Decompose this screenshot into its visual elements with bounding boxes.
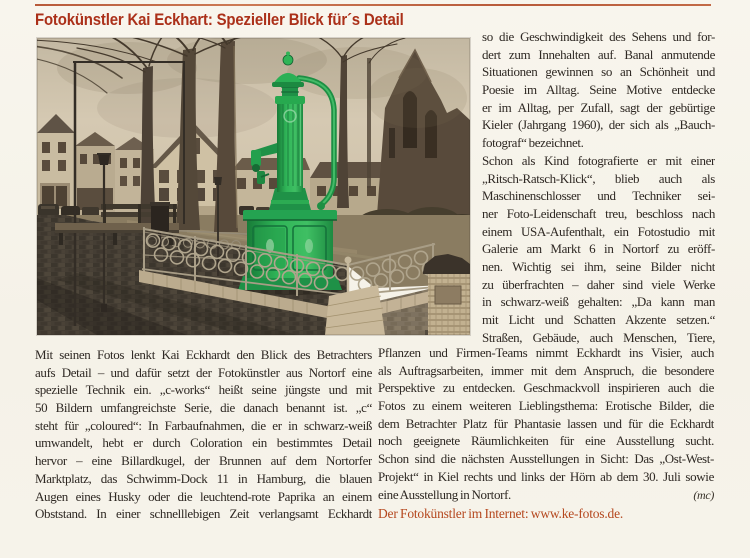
article-closing-line <box>378 486 714 504</box>
text-line: Schon als Kind fotografierte er mit einer <box>482 152 715 168</box>
article-headline: Fotokünstler Kai Eckhart: Spezieller Blick für´s Detail <box>35 10 404 29</box>
text-line: zu überfrachten – daher sind viele Werke <box>482 276 715 292</box>
text-line: steht für „coloured“: In Farbaufnahmen, die er in schwarz-weiß <box>35 417 372 433</box>
text-line: dert zum Innehalten auf. Banal anmutende <box>482 46 715 62</box>
top-rule <box>35 4 711 6</box>
brick-monument <box>423 254 470 335</box>
fence-corner-ball-post <box>345 257 352 264</box>
text-line: aufs Detail – und dafür setzt der Fotokünstler aus Nortorf eine <box>35 364 372 380</box>
text-line: hervor – eine Billardkugel, der Brunnen auf dem Nortorfer <box>35 453 372 469</box>
text-line: mit Licht und Schatten Akzente setzen.“ <box>482 312 715 327</box>
text-line: Projekt“ in Kiel rechts und links der Hörn ab dem 30. Juli sowie <box>378 468 714 484</box>
website-link[interactable]: Der Fotokünstler im Internet: www.ke-fotos.de. <box>378 506 624 522</box>
text-line: Schon sind die nächsten Ausstellungen in Sicht: Das „Ost-West- <box>378 451 714 467</box>
text-line: Kieler (Jahrgang 1960), der sich als „Bauch- <box>482 117 715 133</box>
text-line: so die Geschwindigkeit des Sehens und for- <box>482 29 715 44</box>
paragraph-2 <box>482 152 715 347</box>
text-line: Augen eines Husky oder die leuchtend-rote Paprika an einem <box>35 488 372 504</box>
text-line: Galerie am Markt 6 in Nortorf zu eröff- <box>482 241 715 257</box>
text-line: Poesie im Alltag. Seine Motive entdecke <box>482 82 715 98</box>
text-line: nen. Wichtig sei ihm, seine Bilder nicht <box>482 258 715 274</box>
text-line: Pflanzen und Firmen-Teams nimmt Eckhardt ins Visier, auch <box>378 345 714 360</box>
text-line: Perspektive zu entdecken. Geschmackvoll inspirieren auch die <box>378 380 714 396</box>
article-photo <box>37 38 470 335</box>
text-line: Situationen gewinnen so an Schönheit und <box>482 64 715 80</box>
column-right-narrow <box>482 28 715 346</box>
text-line: als Auftragsarbeiten, immer mit dem Anspruch, die besondere <box>378 362 714 378</box>
text-line: in schwarz-weiß gehalten: „Da kann man <box>482 294 715 310</box>
text-line: spezielle Technik ein. „c-works“ heißt seine jüngste und mit <box>35 382 372 398</box>
author-initials: (mc) <box>693 487 714 502</box>
paragraph-1 <box>482 28 715 152</box>
text-line: Mit seinen Fotos lenkt Kai Eckhardt den Blick des Betrachters <box>35 347 372 362</box>
text-line: einem USA-Aufenthalt, ein Fotostudio mit <box>482 223 715 239</box>
text-line: umwandelt, hebt er durch Coloration ein bestimmtes Detail <box>35 435 372 451</box>
text-line: noch geeignete Räumlichkeiten für eine Ausstellung sucht. <box>378 433 714 449</box>
text-line: 50 Bildern umfangreichste Serie, die danach benannt ist. „c“ <box>35 400 372 416</box>
column-bottom-left <box>35 346 372 523</box>
column-bottom-right <box>378 344 714 523</box>
text-line: „Ritsch-Ratsch-Klick“, blieb auch als <box>482 170 715 186</box>
paragraph-right <box>378 344 714 486</box>
text-line: Maschinenschlosser und Techniker sei- <box>482 188 715 204</box>
photo-illustration <box>37 38 470 335</box>
paragraph-left <box>35 346 372 523</box>
text-line: fotograf“ bezeichnet. <box>482 135 584 151</box>
text-line: er im Alltag, per Zufall, sagt der gebürtige <box>482 99 715 115</box>
closing-line-text: eine Ausstellung in Nortorf. <box>378 486 511 502</box>
text-line: Straßen, Gebäude, auch Menschen, Tiere, <box>482 329 715 345</box>
text-line: dem Betrachter Platz für Phantasie lassen und für die Eckhardt <box>378 415 714 431</box>
text-line: ner Foto-Leidenschaft treu, beschloss nach <box>482 205 715 221</box>
text-line: Obststand. In einer schnelllebigen Zeit verlangsamt Eckhardt <box>35 506 372 522</box>
text-line: Marktplatz, das Schwimm-Dock 11 in Hamburg, die blauen <box>35 470 372 486</box>
text-line: Fotos zu einem weiteren Lieblingsthema: Erotische Bilder, die <box>378 398 714 414</box>
